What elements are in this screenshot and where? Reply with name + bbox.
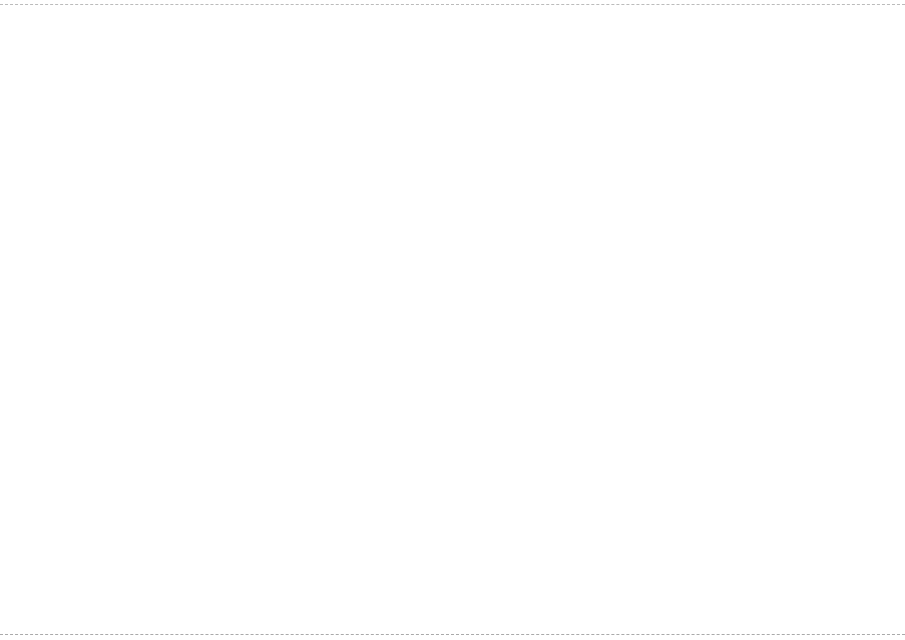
scan-edge-bottom — [0, 634, 905, 635]
